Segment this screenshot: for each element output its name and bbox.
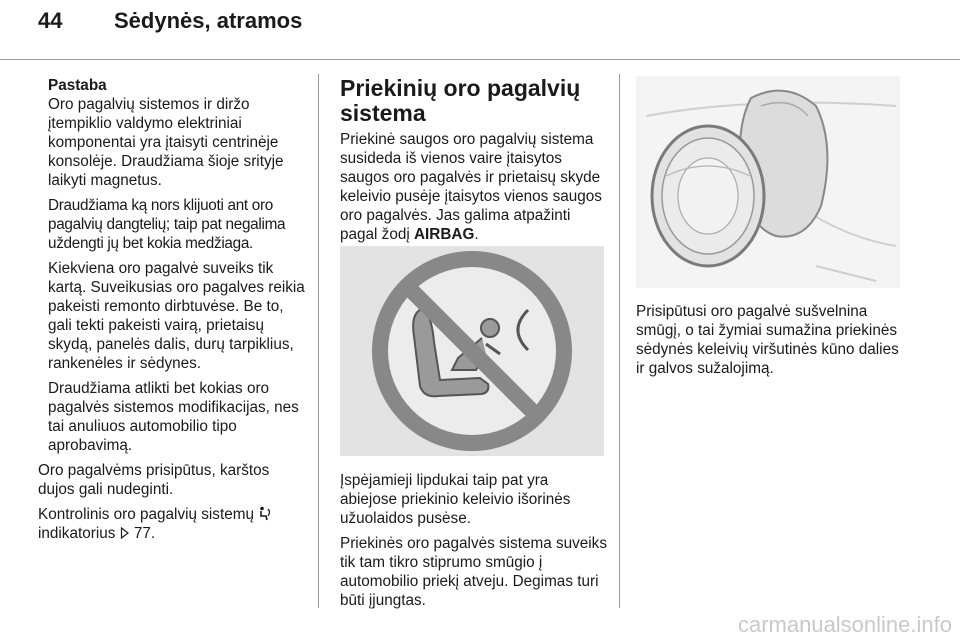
- note-paragraph: Draudžiama ką nors klijuoti ant oro pagalvių dangtelių; taip pat negalima uždengti jų bet kokia medžiaga.: [48, 197, 286, 252]
- intro-end: .: [474, 226, 479, 243]
- note-title: Pastaba: [48, 77, 107, 94]
- page-title: Sėdynės, atramos: [114, 8, 303, 33]
- header-rule: [0, 59, 960, 60]
- note-paragraph: Kiekviena oro pagalvė suveiks tik kartą. Suveikusias oro pagalves reikia pakeisti remonto dirbtuvėse. Be to, gali tekti pakeisti vairą, prietaisų skydą, panelės dalis, durų tarpiklius, rankenėles ir sėdynes.: [48, 260, 305, 372]
- column-3: [636, 302, 904, 384]
- column-2: [340, 76, 608, 250]
- watermark: carmanualsonline.info: [737, 612, 952, 637]
- page-number: 44: [38, 8, 63, 33]
- column-1: [38, 76, 306, 549]
- page-reference-link[interactable]: 77.: [133, 525, 156, 542]
- airbag-label: AIRBAG: [414, 226, 475, 243]
- no-child-seat-airbag-sign: [340, 246, 604, 456]
- section-heading: Priekinių oro pagalvių sistema: [340, 75, 581, 126]
- column-2-lower: [340, 471, 608, 616]
- body-paragraph: Oro pagalvėms prisipūtus, karštos dujos gali nudeginti.: [38, 462, 270, 498]
- body-paragraph: [38, 505, 306, 543]
- note-paragraph: Draudžiama atlikti bet kokias oro pagalvės sistemos modifikacijas, nes tai anuliuos automobilio tipo aprobavimą.: [48, 380, 299, 454]
- airbag-seat-icon: [258, 506, 272, 521]
- column-divider-2: [619, 74, 620, 608]
- note-paragraph: Oro pagalvių sistemos ir diržo įtempiklio valdymo elektriniai komponentai yra įtaisyti centrinėje konsolėje. Draudžiama šioje srityje laikyti magnetus.: [48, 96, 284, 189]
- column-divider-1: [318, 74, 319, 608]
- intro-paragraph: [340, 130, 608, 244]
- body-paragraph: Priekinės oro pagalvės sistema suveiks tik tam tikro stiprumo smūgio į automobilio priekį atveju. Degimas turi būti įjungtas.: [340, 535, 607, 609]
- page-header: [38, 8, 302, 34]
- indicator-text: indikatorius: [38, 525, 116, 542]
- indicator-text: Kontrolinis oro pagalvių sistemų: [38, 506, 254, 523]
- note-block: [38, 76, 306, 455]
- body-paragraph: Įspėjamieji lipdukai taip pat yra abiejose priekinio keleivio išorinės užuolaidos pusėse.: [340, 472, 571, 527]
- deployed-airbags-illustration: [636, 76, 900, 288]
- reference-arrow-icon: [120, 527, 130, 539]
- body-paragraph: Prisipūtusi oro pagalvė sušvelnina smūgį, o tai žymiai sumažina priekinės sėdynės keleivių viršutinės kūno dalies ir galvos sužalojimą.: [636, 303, 899, 377]
- intro-text: Priekinė saugos oro pagalvių sistema susideda iš vienos vaire įtaisytos saugos oro pagalvės ir prietaisų skyde keleivio pusėje įtaisytos vienos saugos oro pagalvės. Jas galima atpažinti pagal žodį: [340, 131, 602, 243]
